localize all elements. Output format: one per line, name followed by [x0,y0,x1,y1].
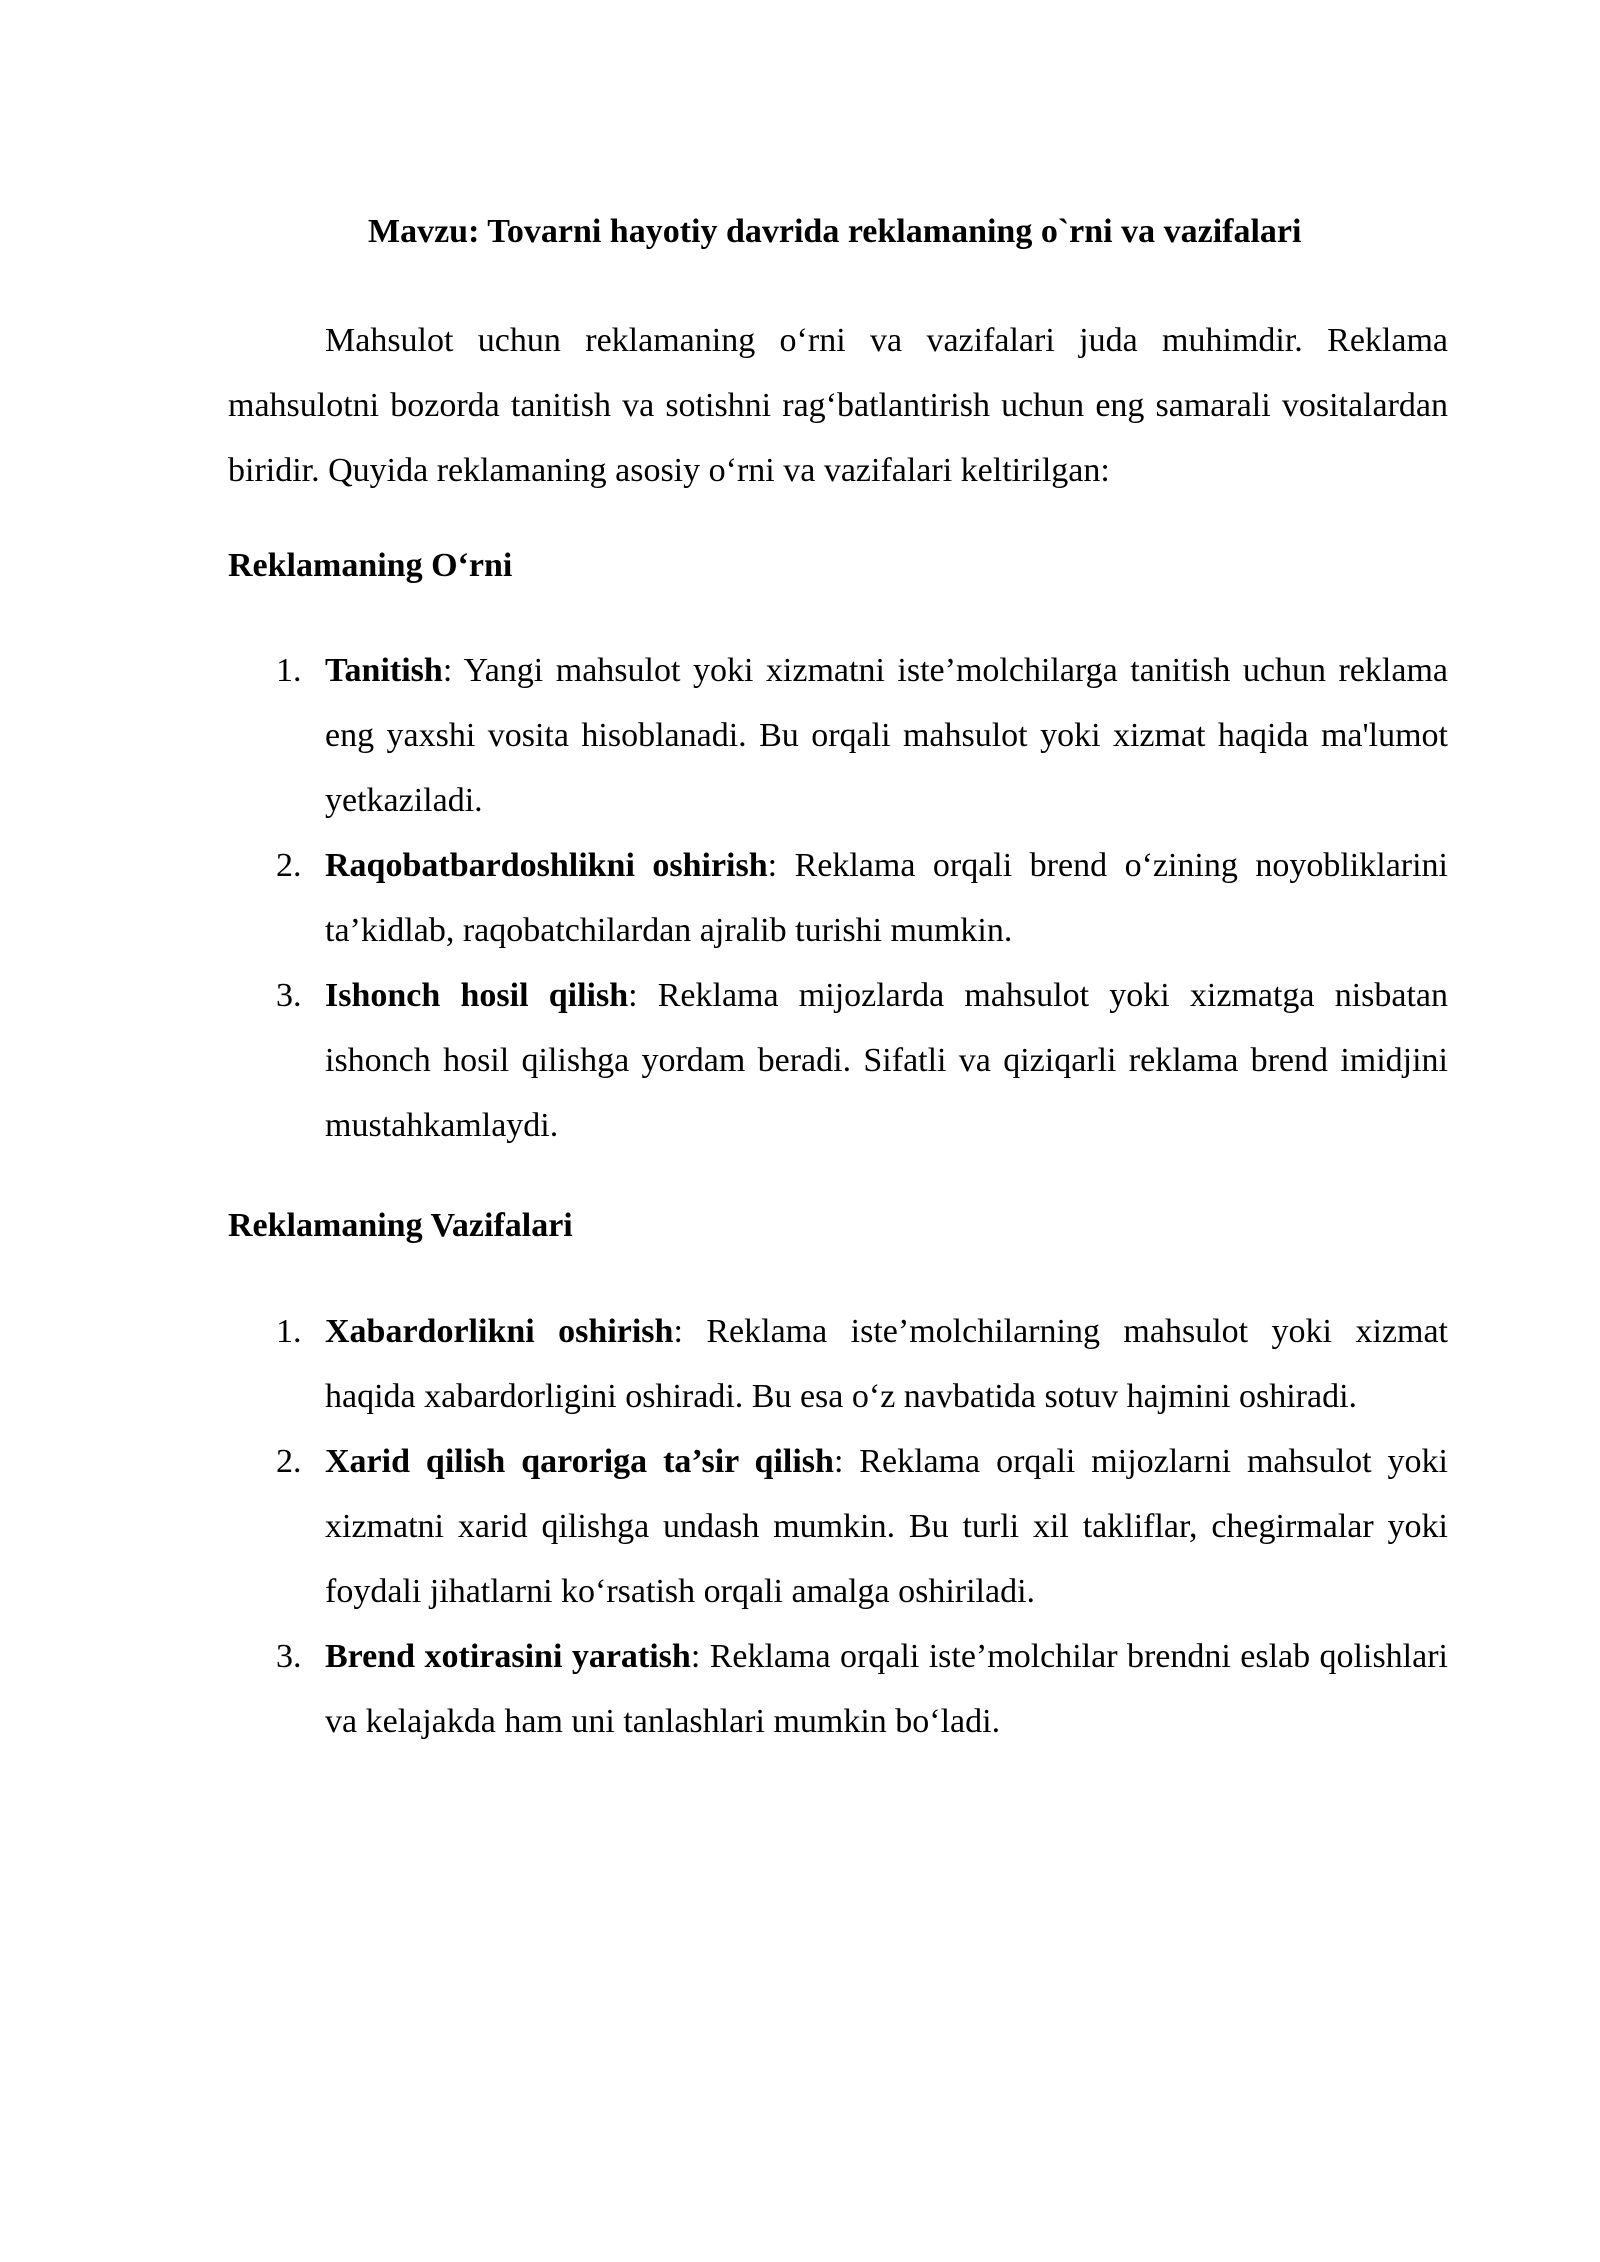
orni-list [228,638,1448,1158]
list-number: 2. [276,1443,302,1480]
item-term: Tanitish [325,652,443,689]
list-item [228,1624,1448,1754]
item-text: : Reklama mijozlarda mahsulot yoki xizmatga nisbatan ishonch hosil qilishga yordam beradi. Sifatli va qiziqarli reklama brend imidjini mustahkamlaydi. [325,977,1448,1144]
section-heading-vazifalari: Reklamaning Vazifalari [228,1207,573,1244]
item-text: : Reklama orqali brend o‘zining noyobliklarini ta’kidlab, raqobatchilardan ajralib turishi mumkin. [325,847,1448,949]
list-item [228,1299,1448,1429]
item-text: : Reklama orqali iste’molchilar brendni eslab qolishlari va kelajakda ham uni tanlashlari mumkin bo‘ladi. [325,1638,1448,1740]
intro-paragraph: Mahsulot uchun reklamaning o‘rni va vazifalari juda muhimdir. Reklama mahsulotni bozorda tanitish va sotishni rag‘batlantirish uchun eng samarali vositalardan biridir. Quyida reklamaning asosiy o‘rni va vazifalari keltirilgan: [228,322,1448,489]
item-text: : Yangi mahsulot yoki xizmatni iste’molchilarga tanitish uchun reklama eng yaxshi vosita hisoblanadi. Bu orqali mahsulot yoki xizmat haqida ma'lumot yetkaziladi. [325,652,1448,819]
section-heading-orni: Reklamaning O‘rni [228,547,513,584]
item-term: Raqobatbardoshlikni oshirish [325,847,768,884]
list-number: 1. [276,1313,302,1350]
list-item [228,833,1448,963]
item-term: Ishonch hosil qilish [325,977,629,1014]
item-text: : Reklama orqali mijozlarni mahsulot yoki xizmatni xarid qilishga undash mumkin. Bu turli xil takliflar, chegirmalar yoki foydali jihatlarni ko‘rsatish orqali amalga oshiriladi. [325,1443,1448,1610]
item-term: Xarid qilish qaroriga ta’sir qilish [325,1443,834,1480]
list-item [228,1429,1448,1624]
list-item [228,638,1448,833]
document-title: Mavzu: Tovarni hayotiy davrida reklamaning o`rni va vazifalari [368,213,1302,250]
item-term: Brend xotirasini yaratish [325,1638,691,1675]
list-item [228,963,1448,1158]
list-number: 2. [276,847,302,884]
list-number: 3. [276,1638,302,1675]
item-text: : Reklama iste’molchilarning mahsulot yoki xizmat haqida xabardorligini oshiradi. Bu esa o‘z navbatida sotuv hajmini oshiradi. [325,1313,1448,1415]
item-term: Xabardorlikni oshirish [325,1313,674,1350]
list-number: 1. [276,652,302,689]
list-number: 3. [276,977,302,1014]
vazifalari-list [228,1299,1448,1754]
